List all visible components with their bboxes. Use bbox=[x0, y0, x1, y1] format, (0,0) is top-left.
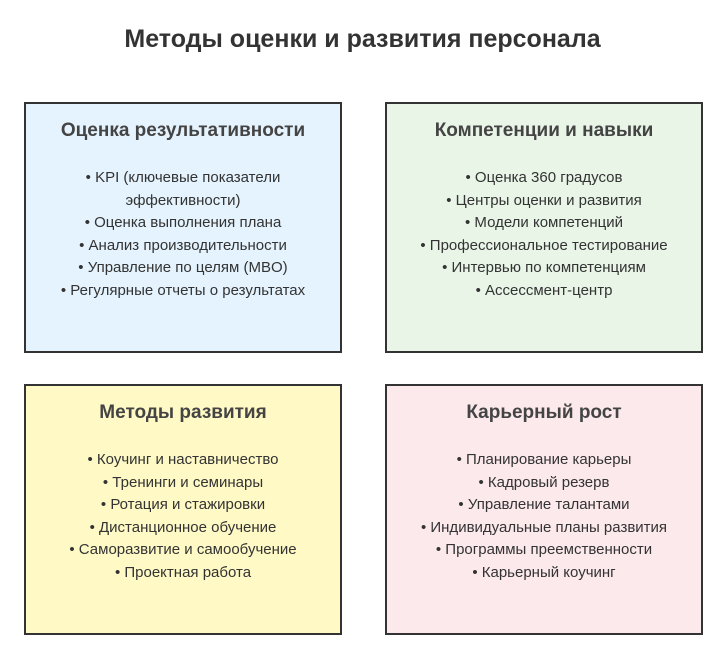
list-item: • Профессиональное тестирование bbox=[420, 236, 668, 254]
list-item: • Коучинг и наставничество bbox=[87, 451, 279, 468]
list-item: • Управление по целям (MBO) bbox=[78, 259, 288, 277]
development-box-title: Методы развития bbox=[99, 402, 267, 423]
list-item: • Оценка выполнения плана bbox=[84, 214, 282, 232]
page-title: Методы оценки и развития персонала bbox=[124, 25, 601, 53]
list-item: • Модели компетенций bbox=[464, 214, 624, 232]
performance-box bbox=[24, 102, 342, 353]
list-item: • Программы преемственности bbox=[435, 541, 653, 559]
competencies-list bbox=[387, 144, 701, 303]
list-item: • Интервью по компетенциям bbox=[442, 259, 646, 277]
performance-box-title: Оценка результативности bbox=[60, 120, 306, 141]
list-item: • Ротация и стажировки bbox=[100, 496, 266, 514]
list-item: • KPI (ключевые показатели эффективности) bbox=[85, 169, 281, 209]
list-item: • Управление талантами bbox=[458, 496, 630, 514]
list-item: • Тренинги и семинары bbox=[102, 473, 264, 491]
list-item: • Планирование карьеры bbox=[456, 451, 632, 468]
development-box bbox=[24, 384, 342, 635]
list-item: • Оценка 360 градусов bbox=[465, 169, 623, 186]
list-item: • Кадровый резерв bbox=[478, 473, 610, 491]
list-item: • Дистанционное обучение bbox=[89, 518, 277, 536]
competencies-box bbox=[385, 102, 703, 353]
list-item: • Регулярные отчеты о результатах bbox=[60, 281, 306, 299]
list-item: • Анализ производительности bbox=[79, 236, 287, 254]
career-box-title: Карьерный рост bbox=[466, 402, 622, 423]
career-box bbox=[385, 384, 703, 635]
development-list bbox=[26, 426, 340, 585]
competencies-box-title: Компетенции и навыки bbox=[434, 120, 654, 141]
list-item: • Индивидуальные планы развития bbox=[420, 518, 668, 536]
list-item: • Ассессмент-центр bbox=[475, 281, 613, 299]
career-list bbox=[387, 426, 701, 585]
list-item: • Проектная работа bbox=[114, 563, 252, 581]
list-item: • Центры оценки и развития bbox=[446, 191, 642, 209]
performance-list bbox=[26, 144, 340, 303]
list-item: • Саморазвитие и самообучение bbox=[69, 541, 297, 559]
list-item: • Карьерный коучинг bbox=[472, 563, 616, 581]
